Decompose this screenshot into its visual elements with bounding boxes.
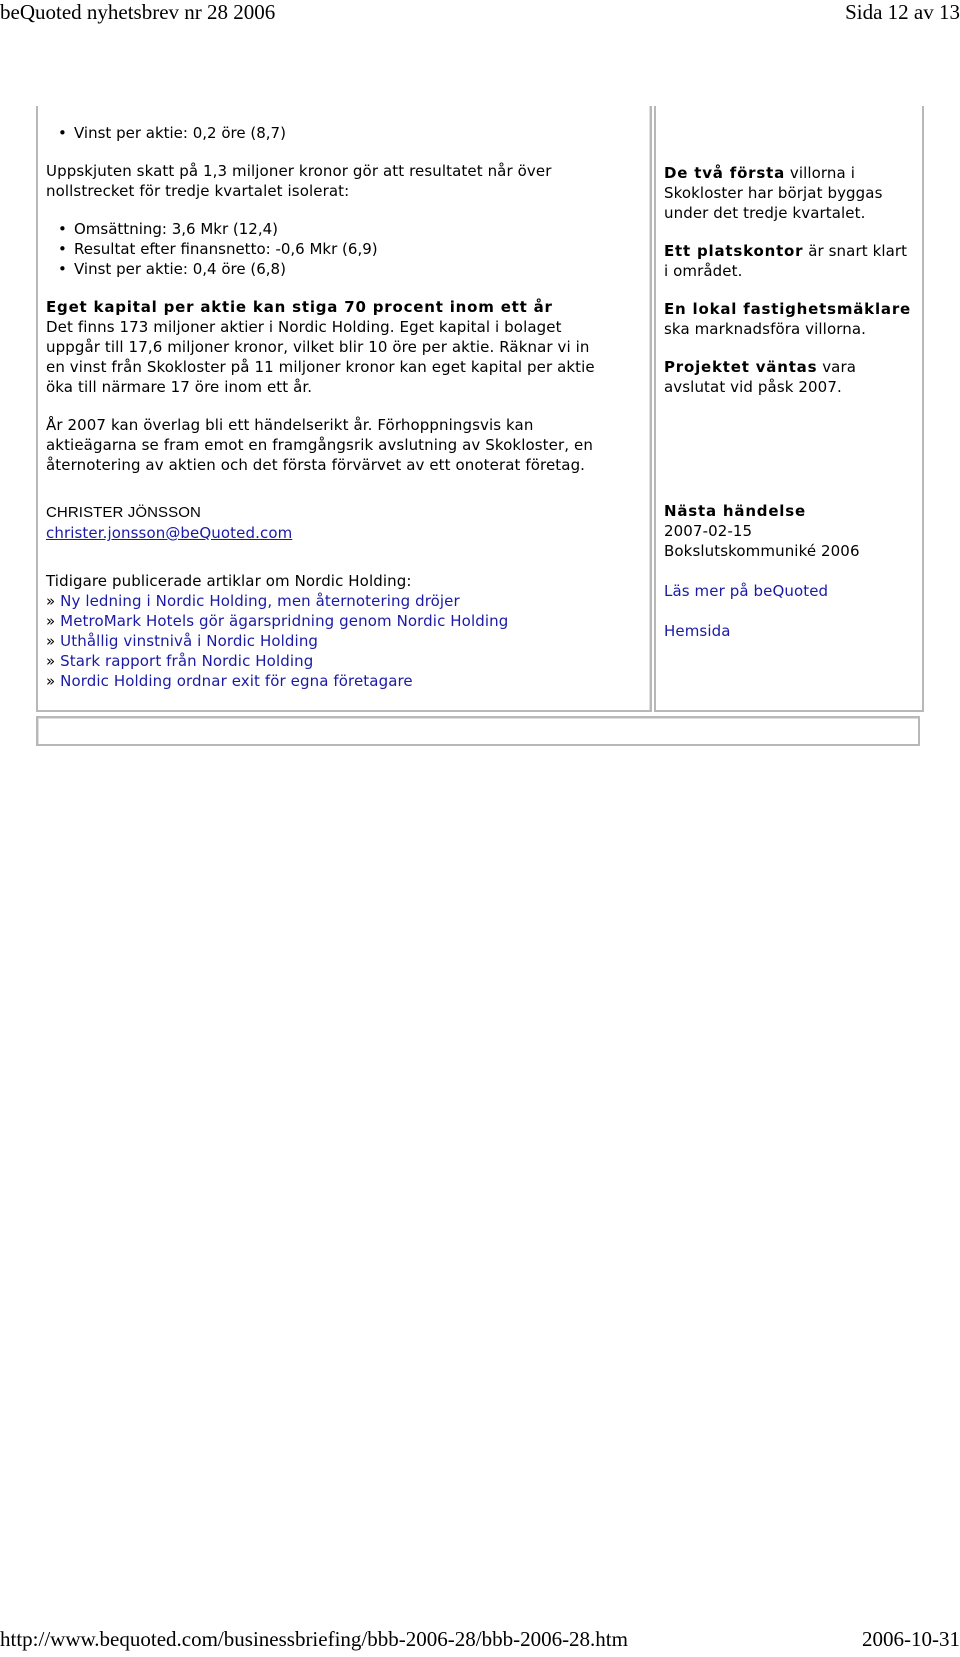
previous-articles-heading: Tidigare publicerade artiklar om Nordic Holding: — [46, 572, 412, 590]
article-paragraph: nollstrecket för tredje kvartalet isolerat: — [46, 182, 350, 200]
homepage-link[interactable]: Hemsida — [664, 622, 731, 640]
previous-article-link[interactable]: » MetroMark Hotels gör ägarspridning genom Nordic Holding — [46, 612, 509, 630]
previous-article-link[interactable]: » Nordic Holding ordnar exit för egna företagare — [46, 672, 413, 690]
article-paragraph: en vinst från Skokloster på 11 miljoner kronor kan eget kapital per aktie — [46, 358, 595, 376]
author-name: CHRISTER JÖNSSON — [46, 504, 201, 521]
fact-line: under det tredje kvartalet. — [664, 204, 866, 222]
fact-line: Skokloster har börjat byggas — [664, 184, 883, 202]
article-paragraph: Uppskjuten skatt på 1,3 miljoner kronor gör att resultatet når över — [46, 162, 552, 180]
fact-line: Projektet väntas vara — [664, 358, 857, 376]
source-url: http://www.bequoted.com/businessbriefing/bbb-2006-28/bbb-2006-28.htm — [0, 1627, 628, 1651]
list-item: • Vinst per aktie: 0,4 öre (6,8) — [74, 259, 286, 279]
empty-footer-box — [36, 716, 920, 746]
article-paragraph: uppgår till 17,6 miljoner kronor, vilket blir 10 öre per aktie. Räknar vi in — [46, 338, 590, 356]
previous-article-link[interactable]: » Uthållig vinstnivå i Nordic Holding — [46, 632, 319, 650]
article-paragraph: öka till närmare 17 öre inom ett år. — [46, 378, 313, 396]
fact-line: i området. — [664, 262, 743, 280]
article-column — [36, 106, 652, 712]
fact-line: Ett platskontor är snart klart — [664, 242, 908, 260]
print-date: 2006-10-31 — [862, 1627, 960, 1651]
section-heading: Eget kapital per aktie kan stiga 70 procent inom ett år — [46, 298, 553, 316]
article-paragraph: Det finns 173 miljoner aktier i Nordic Holding. Eget kapital i bolaget — [46, 318, 562, 336]
page-header — [0, 0, 960, 30]
author-email-link[interactable]: christer.jonsson@beQuoted.com — [46, 524, 293, 542]
page-number: Sida 12 av 13 — [845, 0, 960, 24]
read-more-link[interactable]: Läs mer på beQuoted — [664, 582, 829, 600]
fact-line: De två första villorna i — [664, 164, 855, 182]
article-paragraph: åternotering av aktien och det första förvärvet av ett onoterat företag. — [46, 456, 586, 474]
fact-line: ska marknadsföra villorna. — [664, 320, 867, 338]
next-event-date: 2007-02-15 — [664, 522, 753, 540]
list-item: • Resultat efter finansnetto: -0,6 Mkr (6,9) — [74, 239, 378, 259]
article-paragraph: År 2007 kan överlag bli ett händelserikt år. Förhoppningsvis kan — [46, 416, 534, 434]
fact-sidebar — [654, 106, 924, 712]
next-event-name: Bokslutskommuniké 2006 — [664, 542, 860, 560]
newsletter-title: beQuoted nyhetsbrev nr 28 2006 — [0, 0, 276, 24]
page-footer — [0, 1627, 960, 1657]
fact-line: En lokal fastighetsmäklare — [664, 300, 911, 318]
fact-line: avslutat vid påsk 2007. — [664, 378, 842, 396]
previous-article-link[interactable]: » Ny ledning i Nordic Holding, men åternotering dröjer — [46, 592, 460, 610]
list-item: • Omsättning: 3,6 Mkr (12,4) — [74, 219, 278, 239]
previous-article-link[interactable]: » Stark rapport från Nordic Holding — [46, 652, 314, 670]
article-paragraph: aktieägarna se fram emot en framgångsrik avslutning av Skokloster, en — [46, 436, 593, 454]
list-item: • Vinst per aktie: 0,2 öre (8,7) — [74, 123, 286, 143]
next-event-heading: Nästa händelse — [664, 502, 806, 520]
